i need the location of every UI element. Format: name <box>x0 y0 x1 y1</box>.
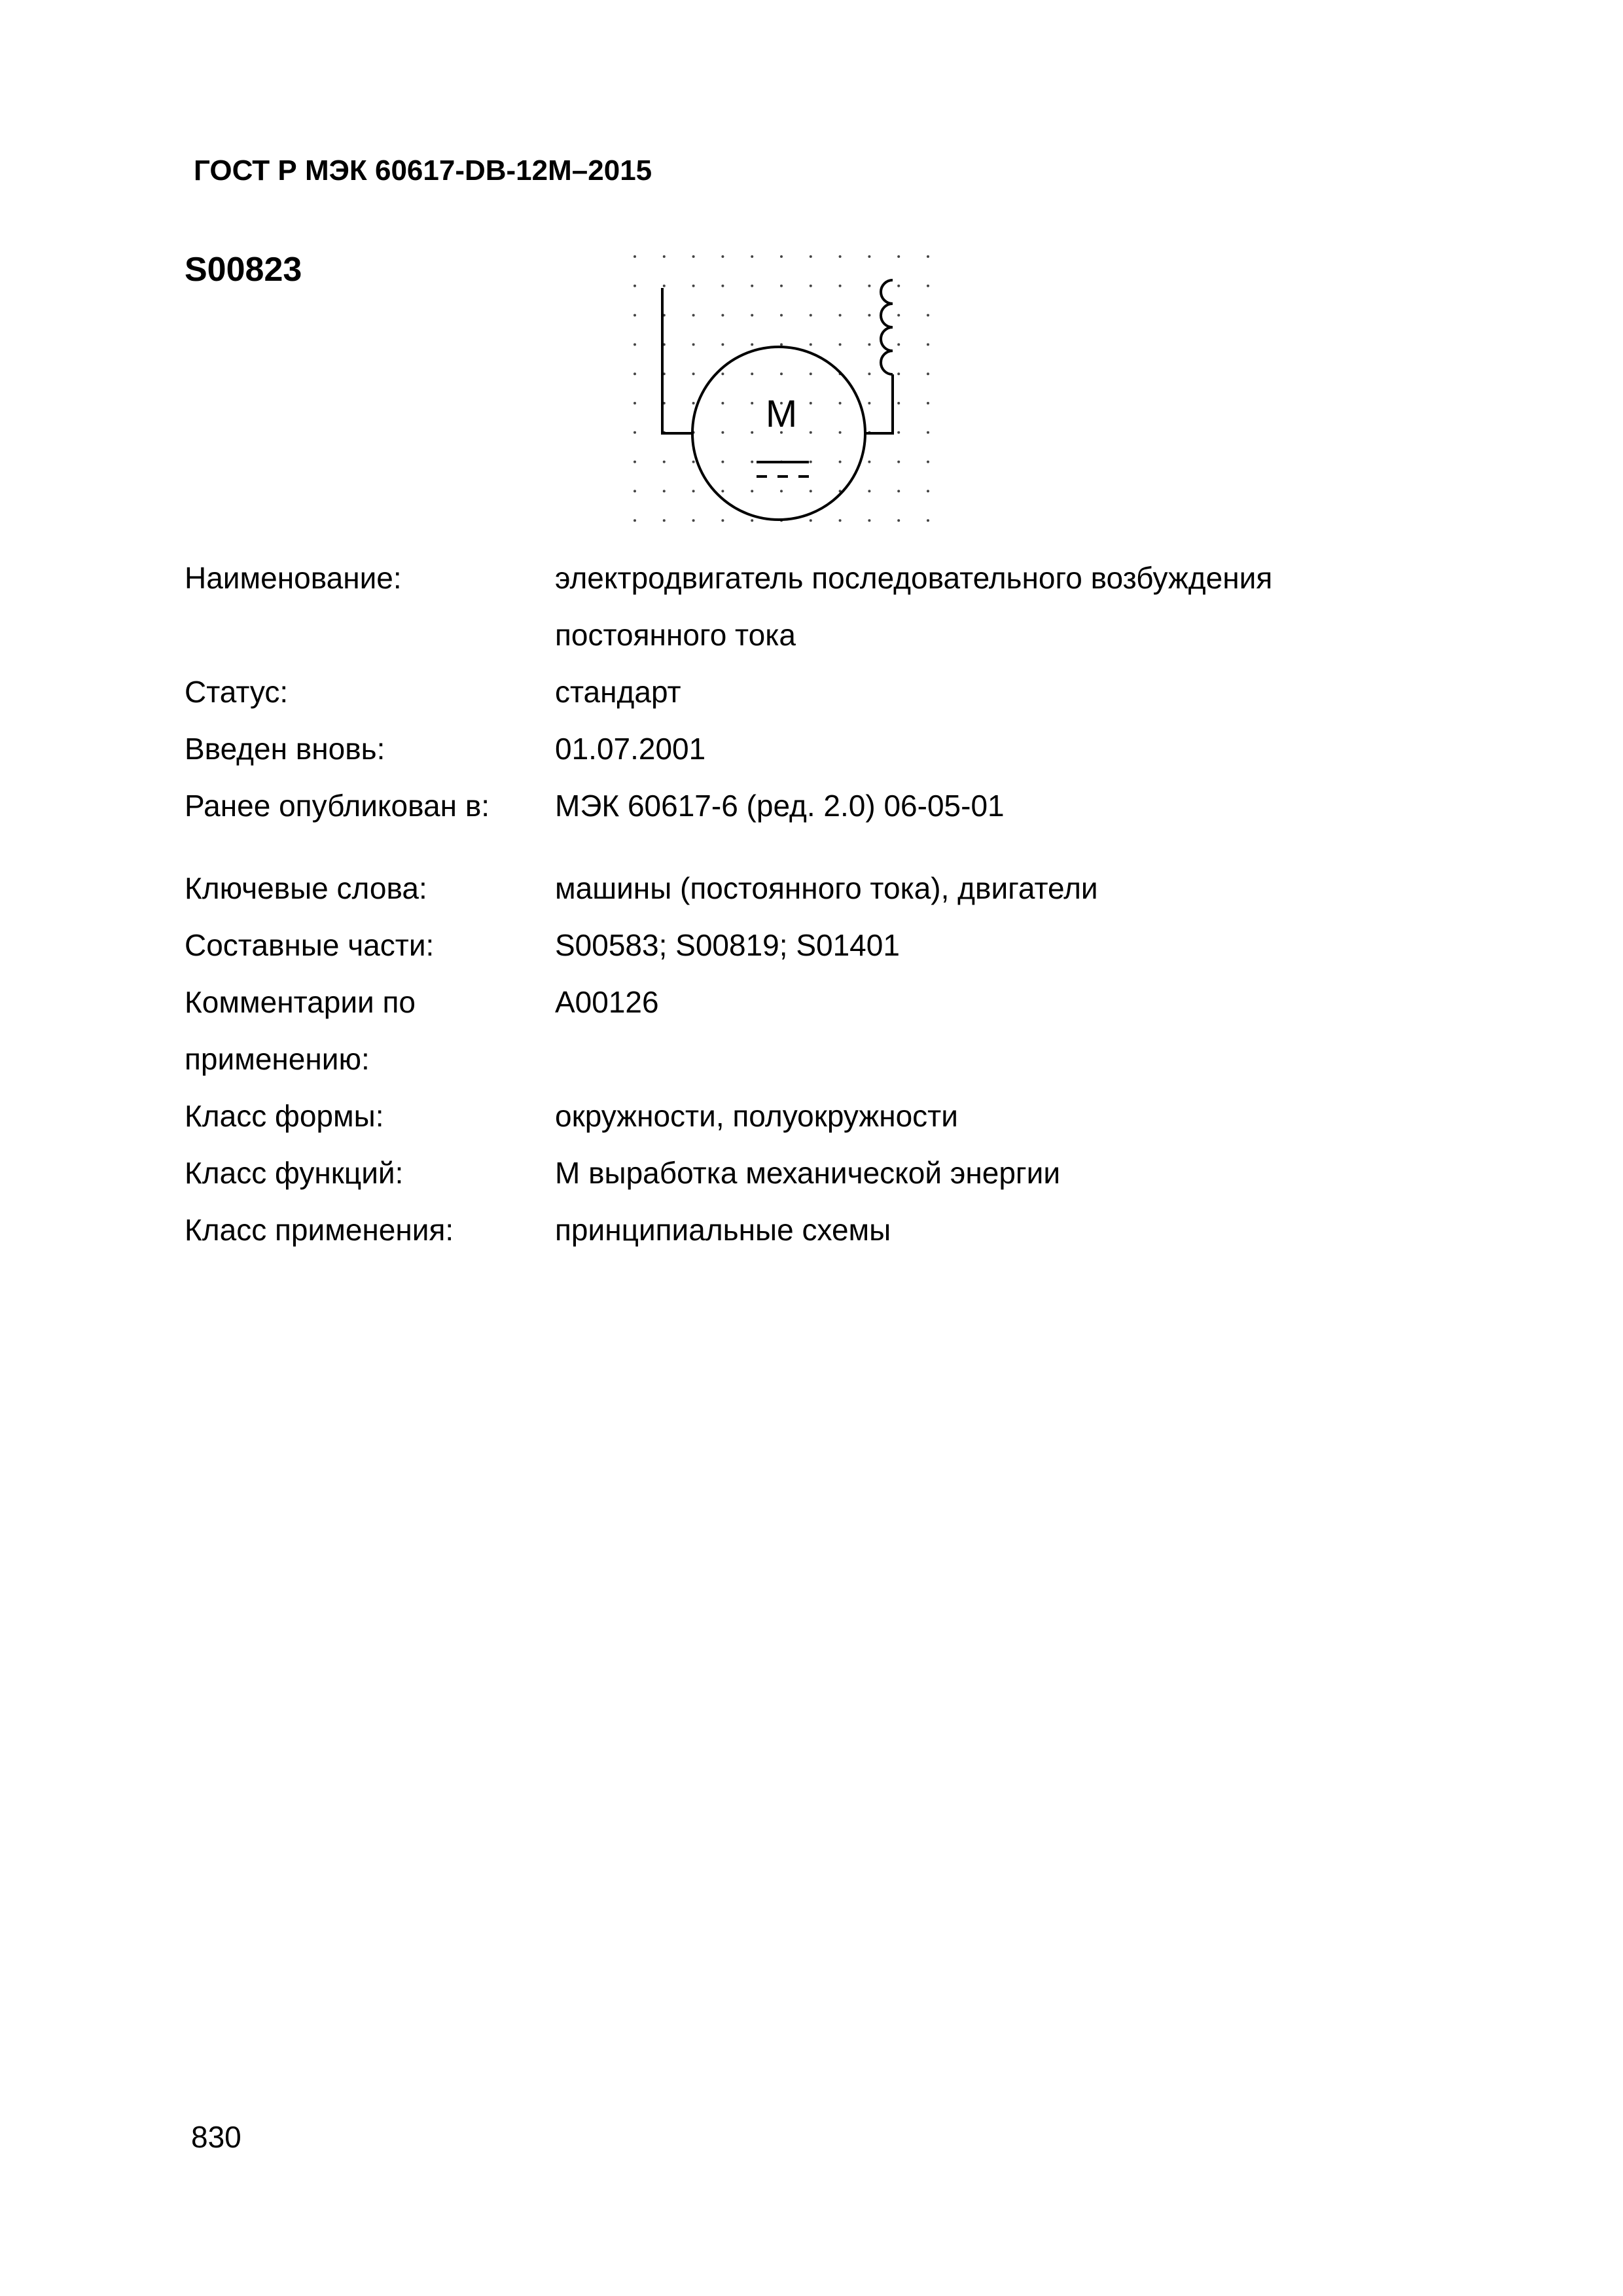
grid-dot <box>721 402 724 404</box>
grid-dot <box>633 461 636 463</box>
property-label: Ключевые слова: <box>185 871 427 905</box>
grid-dot <box>810 343 812 346</box>
grid-dot <box>692 461 695 463</box>
grid-dot <box>839 255 842 258</box>
grid-dot <box>897 490 900 492</box>
grid-dot <box>751 255 753 258</box>
grid-dot <box>897 461 900 463</box>
grid-dot <box>633 314 636 317</box>
grid-dot <box>897 343 900 346</box>
left-lead <box>662 288 694 433</box>
property-value: 01.07.2001 <box>555 732 706 766</box>
grid-dot <box>868 255 870 258</box>
grid-dot <box>868 314 870 317</box>
property-value: машины (постоянного тока), двигатели <box>555 871 1098 905</box>
property-value-line: электродвигатель последовательного возбуждения <box>555 561 1273 595</box>
grid-dot <box>663 519 666 522</box>
grid-dot <box>692 402 695 404</box>
grid-dot <box>927 343 929 346</box>
property-label: Введен вновь: <box>185 732 385 766</box>
grid-dot <box>633 285 636 287</box>
grid-dot <box>927 314 929 317</box>
grid-dot <box>897 402 900 404</box>
grid-dot <box>692 372 695 375</box>
grid-dot <box>927 285 929 287</box>
grid-dot <box>810 372 812 375</box>
property-value <box>555 550 1537 664</box>
grid-dot <box>721 490 724 492</box>
grid-dot <box>751 461 753 463</box>
grid-dot <box>780 490 783 492</box>
grid-dot <box>751 343 753 346</box>
grid-dot <box>927 431 929 434</box>
grid-dot <box>927 461 929 463</box>
grid-dot <box>839 285 842 287</box>
page-number: 830 <box>191 2120 241 2154</box>
grid-dot <box>721 343 724 346</box>
grid-dot <box>839 461 842 463</box>
grid-dot <box>663 490 666 492</box>
grid-dot <box>810 461 812 463</box>
property-label: Класс функций: <box>185 1156 404 1190</box>
property-value: A00126 <box>555 985 659 1019</box>
grid-dot <box>839 519 842 522</box>
grid-dot <box>692 255 695 258</box>
property-label-line: применению: <box>185 1042 370 1076</box>
grid-dot <box>633 431 636 434</box>
property-label <box>185 974 551 1088</box>
grid-dot <box>927 490 929 492</box>
grid-dot <box>897 519 900 522</box>
grid-dot <box>868 461 870 463</box>
grid-dot <box>868 519 870 522</box>
grid-dot <box>663 461 666 463</box>
grid-dot <box>897 431 900 434</box>
grid-dot <box>633 343 636 346</box>
property-label: Наименование: <box>185 561 402 595</box>
grid-dot <box>692 343 695 346</box>
grid-dot <box>692 314 695 317</box>
property-value: МЭК 60617-6 (ред. 2.0) 06-05-01 <box>555 789 1005 823</box>
grid-dot <box>839 314 842 317</box>
property-label: Ранее опубликован в: <box>185 789 490 823</box>
property-value: S00583; S00819; S01401 <box>555 928 900 962</box>
grid-dot <box>721 519 724 522</box>
grid-dot <box>751 490 753 492</box>
series-winding <box>881 280 893 374</box>
property-value: M выработка механической энергии <box>555 1156 1061 1190</box>
grid-dot <box>868 490 870 492</box>
grid-dot <box>810 490 812 492</box>
property-value: стандарт <box>555 675 681 709</box>
property-value-line: постоянного тока <box>555 618 796 652</box>
grid-dot <box>810 314 812 317</box>
grid-dot <box>868 402 870 404</box>
grid-dot <box>692 285 695 287</box>
grid-dot <box>721 285 724 287</box>
grid-dot <box>927 519 929 522</box>
grid-dot <box>897 372 900 375</box>
grid-dot <box>839 343 842 346</box>
property-label: Составные части: <box>185 928 435 962</box>
motor-letter: M <box>765 393 798 435</box>
property-value: принципиальные схемы <box>555 1213 891 1247</box>
property-label: Класс формы: <box>185 1099 384 1133</box>
grid-dot <box>663 285 666 287</box>
grid-dot <box>780 314 783 317</box>
grid-dot <box>721 255 724 258</box>
standard-header: ГОСТ Р МЭК 60617-DB-12M–2015 <box>194 154 652 187</box>
grid-dot <box>780 285 783 287</box>
grid-dot <box>633 372 636 375</box>
grid-dot <box>721 372 724 375</box>
dot-grid <box>633 255 929 522</box>
grid-dot <box>751 431 753 434</box>
grid-dot <box>721 314 724 317</box>
grid-dot <box>839 431 842 434</box>
grid-dot <box>839 402 842 404</box>
grid-dot <box>721 431 724 434</box>
property-label-line: Комментарии по <box>185 985 416 1019</box>
grid-dot <box>633 490 636 492</box>
grid-dot <box>751 285 753 287</box>
grid-dot <box>927 372 929 375</box>
grid-dot <box>927 255 929 258</box>
grid-dot <box>751 519 753 522</box>
symbol-code: S00823 <box>185 251 302 289</box>
grid-dot <box>663 255 666 258</box>
grid-dot <box>633 519 636 522</box>
dc-series-motor-symbol <box>622 249 936 556</box>
grid-dot <box>751 372 753 375</box>
grid-dot <box>810 285 812 287</box>
grid-dot <box>897 314 900 317</box>
grid-dot <box>897 285 900 287</box>
grid-dot <box>810 402 812 404</box>
grid-dot <box>810 519 812 522</box>
grid-dot <box>810 255 812 258</box>
grid-dot <box>780 343 783 346</box>
grid-dot <box>868 285 870 287</box>
grid-dot <box>810 431 812 434</box>
grid-dot <box>751 402 753 404</box>
grid-dot <box>897 255 900 258</box>
grid-dot <box>633 402 636 404</box>
grid-dot <box>692 519 695 522</box>
property-label: Статус: <box>185 675 289 709</box>
grid-dot <box>868 343 870 346</box>
grid-dot <box>633 255 636 258</box>
grid-dot <box>868 372 870 375</box>
grid-dot <box>927 402 929 404</box>
grid-dot <box>751 314 753 317</box>
grid-dot <box>721 461 724 463</box>
grid-dot <box>692 490 695 492</box>
grid-dot <box>780 255 783 258</box>
property-label: Класс применения: <box>185 1213 454 1247</box>
grid-dot <box>780 372 783 375</box>
property-value: окружности, полуокружности <box>555 1099 958 1133</box>
